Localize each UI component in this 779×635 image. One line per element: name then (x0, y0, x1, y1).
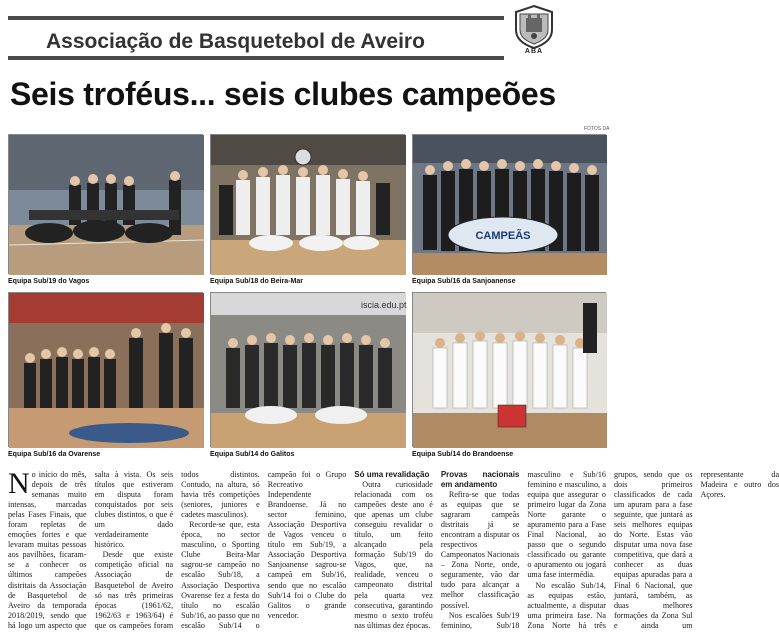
article-body (8, 467, 779, 632)
team-photo-beira-mar (210, 134, 405, 274)
sponsor-sign: iscia.edu.pt (361, 300, 407, 310)
team-photo-vagos (8, 134, 203, 274)
caption-sanjoanense: Equipa Sub/16 da Sanjoanense (412, 278, 516, 285)
article-paragraph: Desde que existe competição oficial na Associação de Basquetebol de Aveiro só nas três primeiras épocas (1961/62, 1962/63 e 1963/64) é que os campeões foram todos distintos. Contudo, na altura, só havia três competições (seniores, juniores e cadetes masculinos). (94, 470, 260, 630)
article-paragraph: Recorde-se que, esta época, no sector masculino, o Sporting Clube Beira-Mar sagrou-se campeão no escalão Sub/18, a Associação Desportiva Ovarense fez a festa do título no escalão Sub/16, ao passo que no escalão Sub/14 o campeão foi o Grupo Recreativo Independente Brandoense. Já no sector feminino, Associação Desportiva de Vagos venceu o título em Sub/19, a Associação Desportiva Sanjoanense sagrou-se campeã em Sub/16, sendo que no escalão Sub/14 foi o Clube do Galitos o grande vencedor. (181, 470, 347, 630)
photo-credit: FOTOS DA (584, 126, 610, 132)
crest-label: ABA (524, 48, 544, 55)
article-paragraph: No escalão Sub/14, as equipas estão, actualmente, a disputar uma primeira fase. Na Zona Norte há três grupos, sendo que os dois primeiros classificados de cada um apuram para a fase seguinte, que juntará as seis melhores equipas do Norte. Estas vão disputar uma nova fase competitiva, que dará a conhecer as duas equipas apuradas para a Final 6 Nacional, que juntará, também, as duas melhores formações da Zona Sul e ainda um representante da Madeira e outro dos Açores. (527, 470, 779, 630)
campeas-banner-text: CAMPEÃS (475, 230, 531, 242)
headline: Seis troféus... seis clubes campeões (10, 76, 556, 112)
header-title: Associação de Basquetebol de Aveiro (46, 30, 425, 53)
caption-brandoense: Equipa Sub/14 do Brandoense (412, 451, 514, 458)
dropcap: N (8, 467, 30, 500)
caption-vagos: Equipa Sub/19 do Vagos (8, 278, 90, 285)
caption-beira-mar: Equipa Sub/18 do Beira-Mar (210, 278, 303, 285)
article-intro: No início do mês, depois de três semanas muito intensas, marcadas pelas Fases Finais, que foram repletas de emoções fortes e que levaram muitas pessoas aos pavilhões, ficaram-se a conhecer os últimos campeões distritais da Associação de Basquetebol de Aveiro da temporada 2018/2019, sendo que há logo um aspecto que salta à vista. Os seis títulos que estiveram em disputa foram conquistados por seis clubes distintos, o que é um dado verdadeiramente histórico. (8, 467, 174, 630)
team-photo-galitos (210, 292, 405, 447)
team-photo-brandoense (412, 292, 606, 447)
team-photo-sanjoanense (412, 134, 606, 274)
newspaper-header-bar (8, 16, 504, 60)
article-subhead: Só uma revalidação (354, 470, 430, 479)
article-paragraph: Outra curiosidade relacionada com os campeões deste ano é que apenas um clube conseguiu revalidar o título, um feito alcançado pela formação Sub/19 do Vagos, que, na realidade, venceu o campeonato distrital pela quarta vez consecutiva, garantindo mesmo o sexto troféu nas últimas dez épocas. (354, 480, 433, 630)
caption-ovarense: Equipa Sub/16 da Ovarense (8, 451, 101, 458)
article-subhead: Provas nacionais em andamento (440, 470, 520, 489)
article-paragraph: Refira-se que todas as equipas que se sagraram campeãs distritais já se encontram a disputar os respectivos Campeonatos Nacionais – Zona Norte, onde, seguramente, vão dar tudo para alcançar a melhor classificação possível. (440, 490, 520, 610)
article-paragraph: Nos escalões Sub/19 feminino, Sub/18 masculino e Sub/16 feminino e masculino, a equipa que assegurar o primeiro lugar da Zona Norte garante o apuramento para a Fase Final Nacional, ao passo que o segundo classificado ou garante o apuramento ou jogará uma fase intermédia. (440, 470, 606, 630)
team-photo-ovarense (8, 292, 203, 447)
caption-galitos: Equipa Sub/14 do Galitos (210, 451, 295, 458)
